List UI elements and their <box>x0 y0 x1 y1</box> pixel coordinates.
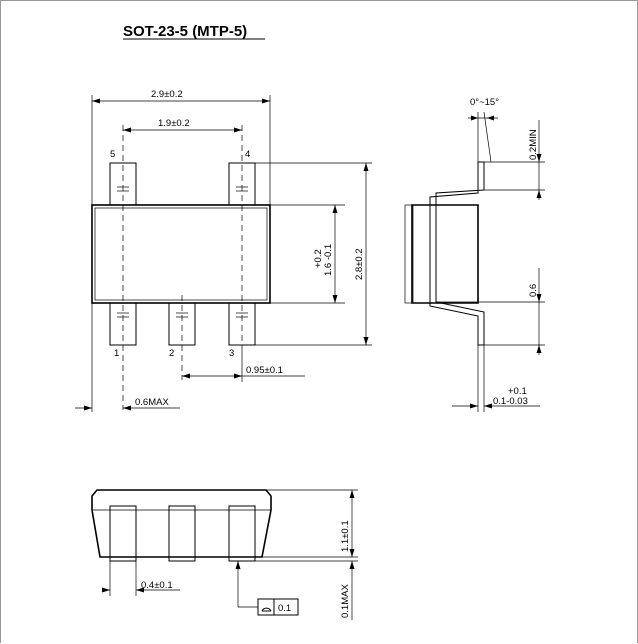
side-body <box>412 205 478 303</box>
flatness-symbol-icon <box>262 608 271 611</box>
pin-4-label: 4 <box>245 149 251 160</box>
pin-3-label: 3 <box>229 348 235 359</box>
side-view <box>405 97 545 412</box>
package-body <box>92 205 270 303</box>
pin-1-label: 1 <box>114 348 120 359</box>
dim-min-lead: 0.2MIN <box>528 129 539 160</box>
dim-lead-width: 0.4±0.1 <box>141 580 173 591</box>
dim-foot-length: 0.6 <box>528 283 539 297</box>
dim-flatness: 0.1 <box>278 603 292 614</box>
dim-body-width-tol: +0.2 <box>313 249 324 268</box>
dim-lead-overhang: 0.6MAX <box>135 397 169 408</box>
dim-overall-width: 2.9±0.2 <box>151 89 183 100</box>
pin-5-label: 5 <box>110 149 116 160</box>
dim-lead-angle: 0°~15° <box>470 97 499 108</box>
dim-body-width-value: 1.6 -0.1 <box>323 243 334 276</box>
dim-pitch: 0.95±0.1 <box>246 365 283 376</box>
dim-lead-span: 1.9±0.2 <box>158 118 190 129</box>
dim-standoff: 0.1MAX <box>340 584 351 618</box>
dim-thickness-tol: +0.1 <box>508 386 527 397</box>
front-body <box>92 490 271 557</box>
front-view <box>92 490 358 620</box>
pin-2-label: 2 <box>169 348 175 359</box>
dim-front-height: 1.1±0.1 <box>340 520 351 552</box>
top-view <box>75 89 372 412</box>
page-title: SOT-23-5 (MTP-5) <box>123 23 248 40</box>
dim-total-height: 2.8±0.2 <box>354 248 365 280</box>
dim-thickness-value: 0.1-0.03 <box>493 396 528 407</box>
